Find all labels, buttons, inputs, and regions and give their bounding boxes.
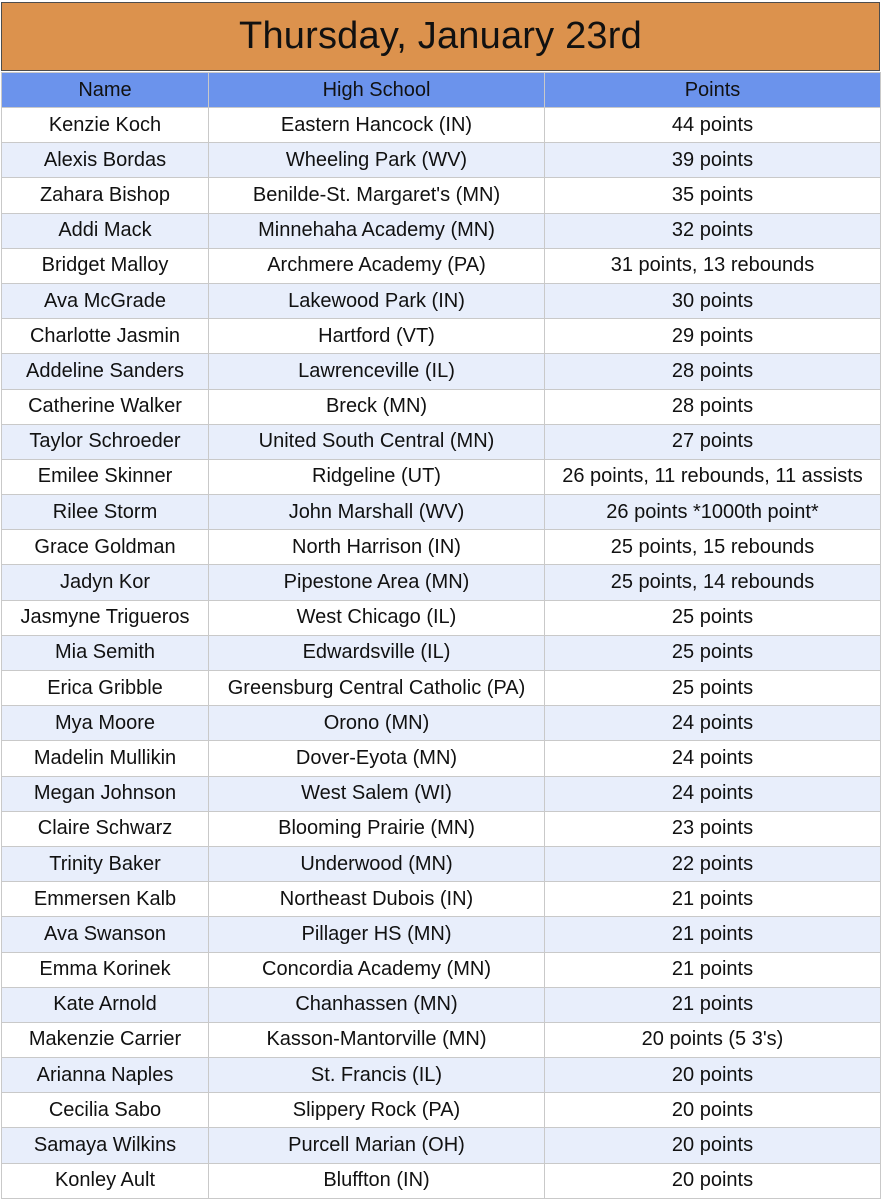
points-cell: 20 points	[545, 1058, 881, 1093]
player-name-cell: Charlotte Jasmin	[2, 319, 209, 354]
table-row	[2, 319, 881, 354]
points-cell: 21 points	[545, 882, 881, 917]
player-name-cell: Zahara Bishop	[2, 178, 209, 213]
points-cell: 25 points	[545, 635, 881, 670]
table-body	[2, 108, 881, 1199]
player-name-cell: Arianna Naples	[2, 1058, 209, 1093]
points-cell: 20 points (5 3's)	[545, 1022, 881, 1057]
high-school-cell: Concordia Academy (MN)	[209, 952, 545, 987]
table-row	[2, 882, 881, 917]
points-cell: 27 points	[545, 424, 881, 459]
points-cell: 28 points	[545, 354, 881, 389]
points-cell: 21 points	[545, 952, 881, 987]
table-row	[2, 917, 881, 952]
table-row	[2, 354, 881, 389]
points-cell: 22 points	[545, 846, 881, 881]
player-name-cell: Cecilia Sabo	[2, 1093, 209, 1128]
points-cell: 20 points	[545, 1163, 881, 1198]
points-cell: 31 points, 13 rebounds	[545, 248, 881, 283]
table-row	[2, 283, 881, 318]
points-cell: 20 points	[545, 1093, 881, 1128]
points-cell: 25 points	[545, 600, 881, 635]
points-cell: 25 points, 15 rebounds	[545, 530, 881, 565]
header-row	[2, 73, 881, 108]
player-name-cell: Claire Schwarz	[2, 811, 209, 846]
high-school-cell: Edwardsville (IL)	[209, 635, 545, 670]
player-name-cell: Trinity Baker	[2, 846, 209, 881]
table-row	[2, 635, 881, 670]
table-row	[2, 1058, 881, 1093]
stats-table	[1, 72, 881, 1199]
points-cell: 39 points	[545, 143, 881, 178]
points-cell: 21 points	[545, 917, 881, 952]
high-school-cell: Pipestone Area (MN)	[209, 565, 545, 600]
player-name-cell: Megan Johnson	[2, 776, 209, 811]
high-school-cell: Lawrenceville (IL)	[209, 354, 545, 389]
player-name-cell: Samaya Wilkins	[2, 1128, 209, 1163]
points-cell: 28 points	[545, 389, 881, 424]
player-name-cell: Makenzie Carrier	[2, 1022, 209, 1057]
player-name-cell: Emmersen Kalb	[2, 882, 209, 917]
table-row	[2, 530, 881, 565]
table-row	[2, 952, 881, 987]
player-name-cell: Mia Semith	[2, 635, 209, 670]
table-row	[2, 987, 881, 1022]
table-row	[2, 565, 881, 600]
points-cell: 32 points	[545, 213, 881, 248]
player-name-cell: Jadyn Kor	[2, 565, 209, 600]
table-row	[2, 1022, 881, 1057]
player-name-cell: Addeline Sanders	[2, 354, 209, 389]
table-row	[2, 1128, 881, 1163]
high-school-cell: St. Francis (IL)	[209, 1058, 545, 1093]
table-row	[2, 389, 881, 424]
high-school-cell: Greensburg Central Catholic (PA)	[209, 671, 545, 706]
player-name-cell: Kate Arnold	[2, 987, 209, 1022]
player-name-cell: Emma Korinek	[2, 952, 209, 987]
table-row	[2, 706, 881, 741]
table-row	[2, 178, 881, 213]
player-name-cell: Madelin Mullikin	[2, 741, 209, 776]
player-name-cell: Rilee Storm	[2, 495, 209, 530]
high-school-cell: Northeast Dubois (IN)	[209, 882, 545, 917]
table-row	[2, 424, 881, 459]
player-name-cell: Mya Moore	[2, 706, 209, 741]
high-school-cell: Slippery Rock (PA)	[209, 1093, 545, 1128]
column-header-name: Name	[2, 73, 209, 108]
table-row	[2, 776, 881, 811]
points-cell: 24 points	[545, 741, 881, 776]
high-school-cell: Hartford (VT)	[209, 319, 545, 354]
table-row	[2, 671, 881, 706]
high-school-cell: Blooming Prairie (MN)	[209, 811, 545, 846]
high-school-cell: West Salem (WI)	[209, 776, 545, 811]
high-school-cell: Kasson-Mantorville (MN)	[209, 1022, 545, 1057]
points-cell: 26 points, 11 rebounds, 11 assists	[545, 459, 881, 494]
points-cell: 21 points	[545, 987, 881, 1022]
points-cell: 35 points	[545, 178, 881, 213]
table-row	[2, 811, 881, 846]
player-name-cell: Alexis Bordas	[2, 143, 209, 178]
column-header-high-school: High School	[209, 73, 545, 108]
high-school-cell: Minnehaha Academy (MN)	[209, 213, 545, 248]
high-school-cell: Bluffton (IN)	[209, 1163, 545, 1198]
player-name-cell: Taylor Schroeder	[2, 424, 209, 459]
player-name-cell: Catherine Walker	[2, 389, 209, 424]
high-school-cell: Wheeling Park (WV)	[209, 143, 545, 178]
table-row	[2, 741, 881, 776]
player-name-cell: Kenzie Koch	[2, 108, 209, 143]
title-banner	[1, 2, 880, 71]
table-row	[2, 248, 881, 283]
points-cell: 30 points	[545, 283, 881, 318]
points-cell: 23 points	[545, 811, 881, 846]
player-name-cell: Grace Goldman	[2, 530, 209, 565]
points-cell: 24 points	[545, 776, 881, 811]
high-school-cell: North Harrison (IN)	[209, 530, 545, 565]
points-cell: 24 points	[545, 706, 881, 741]
points-cell: 25 points	[545, 671, 881, 706]
high-school-cell: Ridgeline (UT)	[209, 459, 545, 494]
table-row	[2, 213, 881, 248]
player-name-cell: Jasmyne Trigueros	[2, 600, 209, 635]
player-name-cell: Emilee Skinner	[2, 459, 209, 494]
high-school-cell: Archmere Academy (PA)	[209, 248, 545, 283]
high-school-cell: Purcell Marian (OH)	[209, 1128, 545, 1163]
player-name-cell: Konley Ault	[2, 1163, 209, 1198]
high-school-cell: Underwood (MN)	[209, 846, 545, 881]
points-cell: 26 points *1000th point*	[545, 495, 881, 530]
page-title: Thursday, January 23rd	[239, 15, 642, 57]
points-cell: 44 points	[545, 108, 881, 143]
points-cell: 20 points	[545, 1128, 881, 1163]
high-school-cell: Dover-Eyota (MN)	[209, 741, 545, 776]
player-name-cell: Ava McGrade	[2, 283, 209, 318]
high-school-cell: West Chicago (IL)	[209, 600, 545, 635]
column-header-points: Points	[545, 73, 881, 108]
high-school-cell: Chanhassen (MN)	[209, 987, 545, 1022]
table-row	[2, 459, 881, 494]
table-row	[2, 1093, 881, 1128]
high-school-cell: United South Central (MN)	[209, 424, 545, 459]
points-cell: 29 points	[545, 319, 881, 354]
player-name-cell: Ava Swanson	[2, 917, 209, 952]
high-school-cell: Lakewood Park (IN)	[209, 283, 545, 318]
high-school-cell: Orono (MN)	[209, 706, 545, 741]
table-row	[2, 600, 881, 635]
high-school-cell: John Marshall (WV)	[209, 495, 545, 530]
high-school-cell: Benilde-St. Margaret's (MN)	[209, 178, 545, 213]
player-name-cell: Addi Mack	[2, 213, 209, 248]
table-row	[2, 1163, 881, 1198]
table-row	[2, 495, 881, 530]
high-school-cell: Pillager HS (MN)	[209, 917, 545, 952]
table-row	[2, 143, 881, 178]
table-row	[2, 108, 881, 143]
player-name-cell: Bridget Malloy	[2, 248, 209, 283]
table-row	[2, 846, 881, 881]
high-school-cell: Breck (MN)	[209, 389, 545, 424]
points-cell: 25 points, 14 rebounds	[545, 565, 881, 600]
player-name-cell: Erica Gribble	[2, 671, 209, 706]
high-school-cell: Eastern Hancock (IN)	[209, 108, 545, 143]
